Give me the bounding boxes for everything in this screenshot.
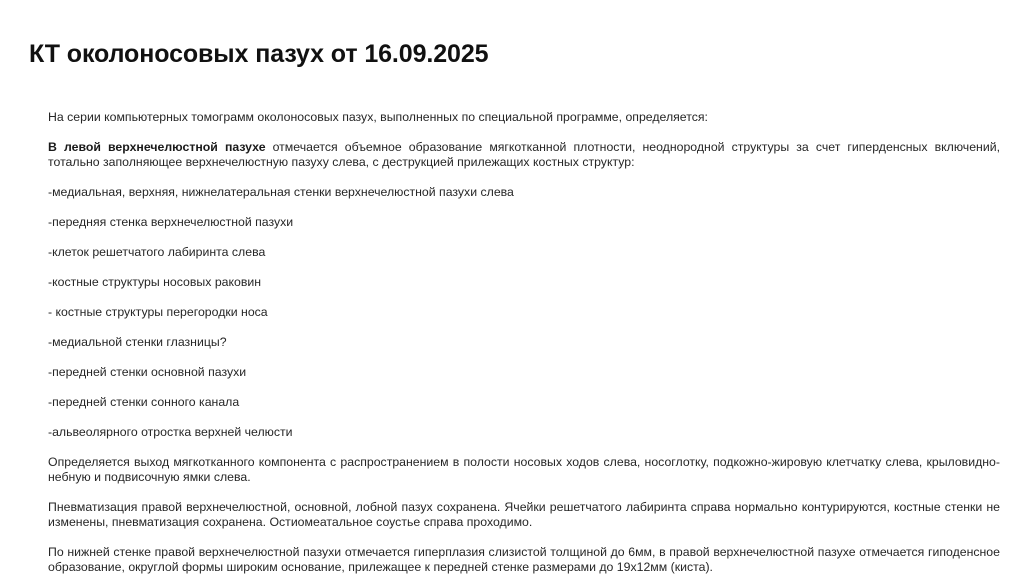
list-item: -клеток решетчатого лабиринта слева [48,245,266,259]
left-sinus-text: отмечается объемное образование мягкотканной плотности, неоднородной структуры за счет гиперденсных включений, тотально заполняющее верхнечелюстную пазуху слева, с деструкцией прилежащих костных структур: [48,140,1000,169]
list-item: -передняя стенка верхнечелюстной пазухи [48,215,294,229]
left-sinus-heading: В левой верхнечелюстной пазухе [48,140,266,154]
list-item: -костные структуры носовых раковин [48,275,262,289]
extension-paragraph: Определяется выход мягкотканного компонента с распространением в полости носовых ходов слева, носоглотку, подкожно-жировую клетчатку слева, крыловидно-небную и подвисочную ямки слева. [48,455,1000,484]
left-sinus-paragraph [48,140,1000,170]
pneumatization-paragraph: Пневматизация правой верхнечелюстной, основной, лобной пазух сохранена. Ячейки решетчатого лабиринта справа нормально контурируются, костные стенки не изменены, пневматизация сохранена. Остиомеатальное соустье справа проходимо. [48,500,1000,529]
list-item: -передней стенки основной пазухи [48,365,247,379]
list-item: -медиальной стенки глазницы? [48,335,227,349]
report-body [48,110,1000,574]
list-item: -передней стенки сонного канала [48,395,240,409]
slide-title: КТ околоносовых пазух от 16.09.2025 [29,40,489,68]
list-item: -альвеолярного отростка верхней челюсти [48,425,293,439]
intro-paragraph: На серии компьютерных томограмм околоносовых пазух, выполненных по специальной программе, определяется: [48,110,708,124]
list-item: - костные структуры перегородки носа [48,305,268,319]
list-item: -медиальная, верхняя, нижнелатеральная стенки верхнечелюстной пазухи слева [48,185,514,199]
right-sinus-paragraph: По нижней стенке правой верхнечелюстной пазухи отмечается гиперплазия слизистой толщиной до 6мм, в правой верхнечелюстной пазухе отмечается гиподенсное образование, округлой формы широким основание, прилежащее к передней стенке размерами до 19х12мм (киста). [48,545,1000,574]
